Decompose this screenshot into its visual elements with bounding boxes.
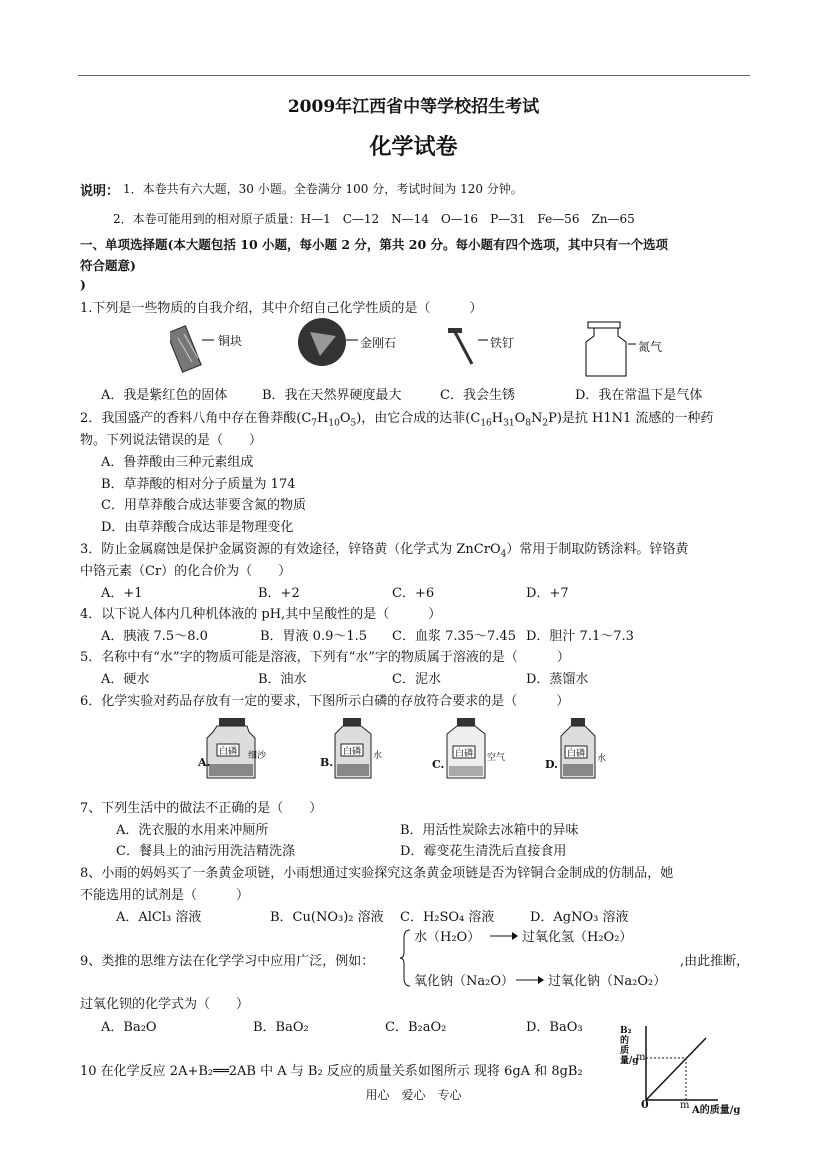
q5-option-b: B．油水 — [258, 672, 307, 687]
q4-option-c: C．血浆 7.35～7.45 — [392, 629, 516, 644]
q9-brace — [400, 928, 412, 988]
q6-letter-b: B. — [320, 756, 334, 769]
q6-jar-c-label: 白磷 — [455, 749, 474, 759]
q9-row2-right: 过氧化钠（Na₂O₂） — [548, 974, 667, 989]
section1-heading-3: ) — [80, 277, 86, 292]
q9-option-d: D．BaO₃ — [526, 1020, 583, 1035]
q1-label-diamond: 金刚石 — [360, 336, 397, 350]
q5-option-d: D．蒸馏水 — [526, 672, 589, 687]
q6-jar-d-label: 白磷 — [567, 749, 586, 759]
q1-label-nail: 铁钉 — [490, 336, 515, 350]
section1-heading: 一、单项选择题(本大题包括 10 小题，每小题 2 分，第共 20 分。每小题有四个选项，其中只有一个选项 — [80, 237, 669, 252]
q10-graph-ylabel: B₂的质量/g — [620, 1026, 639, 1066]
copper-block-image — [170, 326, 214, 372]
notes-line1: 1．本卷共有六大题，30 小题。全卷满分 100 分，考试时间为 120 分钟。 — [123, 182, 523, 196]
notes-label: 说明： — [80, 184, 120, 199]
q1-option-b: B．我在天然界硬度最大 — [262, 388, 402, 403]
q5-stem: 5．名称中有“水”字的物质可能是溶液，下列有“水”字的物质属于溶液的是（ ） — [80, 650, 570, 665]
q10-graph-m-x: m — [680, 1100, 690, 1111]
q1-stem: 1.下列是一些物质的自我介绍，其中介绍自己化学性质的是（ ） — [80, 301, 483, 316]
q9-arrow-2 — [516, 974, 544, 986]
q7-option-c: C．餐具上的油污用洗洁精洗涤 — [116, 844, 295, 859]
q7-stem: 7、下列生活中的做法不正确的是（ ） — [80, 801, 323, 816]
q2-option-c: C．用草莽酸合成达菲要含氮的物质 — [101, 498, 306, 513]
q10-graph-m-y: m — [636, 1052, 646, 1063]
q6-side-b: 水 — [373, 751, 383, 761]
q1-option-a: A．我是紫红色的固体 — [101, 388, 228, 403]
gas-bottle-image — [586, 322, 636, 376]
q1-option-d: D．我在常温下是气体 — [575, 388, 703, 403]
q9-row1-right: 过氧化氢（H₂O₂） — [522, 930, 633, 945]
iron-nail-image — [448, 328, 488, 364]
q7-option-b: B．用活性炭除去冰箱中的异味 — [400, 823, 579, 838]
q6-side-d: 水 — [597, 754, 607, 764]
q6-stem: 6．化学实验对药品存放有一定的要求，下图所示白磷的存放符合要求的是（ ） — [80, 694, 570, 709]
q10-graph-xlabel: A的质量/g — [692, 1105, 741, 1116]
q9-stem-start: 9、类推的思维方法在化学学习中应用广泛，例如： — [80, 954, 375, 969]
q9-option-a: A．Ba₂O — [101, 1020, 157, 1035]
q3-option-c: C．+6 — [392, 586, 435, 601]
q6-letter-c: C. — [432, 758, 445, 771]
q5-option-a: A．硬水 — [101, 672, 150, 687]
q8-stem-line1: 8、小雨的妈妈买了一条黄金项链，小雨想通过实验探究这条黄金项链是否为锌铜合金制成的仿制品，她 — [80, 866, 674, 881]
q5-option-c: C．泥水 — [392, 672, 441, 687]
q7-option-a: A．洗衣服的水用来冲厕所 — [116, 823, 269, 838]
q3-stem-line1: 3．防止金属腐蚀是保护金属资源的有效途径，锌铬黄（化学式为 ZnCrO$_4$）常用于制取防锈涂料。锌铬黄 — [80, 542, 689, 560]
q10-stem: 10 在化学反应 2A+B₂══2AB 中 A 与 B₂ 反应的质量关系如图所示 现将 6gA 和 8gB₂ — [80, 1064, 583, 1079]
q6-letter-a: A. — [198, 756, 211, 769]
q3-stem-line2: 中铬元素（Cr）的化合价为（ ） — [80, 564, 292, 579]
q1-option-c: C．我会生锈 — [440, 388, 515, 403]
notes-line2: 2．本卷可能用到的相对原子质量：H—1 C—12 N—14 O—16 P—31 Fe—56 Zn—65 — [113, 212, 635, 226]
q8-option-a: A．AlCl₃ 溶液 — [116, 910, 202, 925]
q1-figure — [170, 318, 670, 378]
q4-stem: 4．以下说人体内几种机体液的 pH,其中呈酸性的是（ ） — [80, 607, 442, 622]
q9-row1-left: 水（H₂O） — [414, 930, 481, 945]
q8-stem-line2: 不能选用的试剂是（ ） — [80, 888, 250, 903]
diamond-image — [298, 318, 358, 366]
top-rule — [78, 75, 750, 76]
q9-row2-left: 氧化钠（Na₂O） — [414, 974, 514, 989]
q8-option-d: D．AgNO₃ 溶液 — [530, 910, 629, 925]
q4-option-a: A．胰液 7.5～8.0 — [101, 629, 208, 644]
q6-side-a: 细沙 — [248, 751, 267, 761]
q3-option-b: B．+2 — [258, 586, 300, 601]
q2-option-b: B．草莽酸的相对分子质量为 174 — [101, 477, 296, 492]
q9-option-c: C．B₂aO₂ — [385, 1020, 447, 1035]
q9-stem-line2: 过氧化钡的化学式为（ ） — [80, 997, 250, 1012]
q6-side-c: 空气 — [487, 753, 506, 763]
q6-jar-b-label: 白磷 — [343, 747, 362, 757]
q10-graph-origin: 0 — [641, 1098, 649, 1111]
q3-option-d: D．+7 — [526, 586, 569, 601]
q7-option-d: D．霉变花生清洗后直接食用 — [400, 844, 567, 859]
page-footer: 用心 爱心 专心 — [365, 1088, 462, 1102]
q1-label-copper: 铜块 — [218, 334, 243, 348]
paper-title: 化学试卷 — [369, 134, 458, 160]
q8-option-c: C．H₂SO₄ 溶液 — [400, 910, 495, 925]
section1-heading-2: 符合题意) — [80, 258, 136, 273]
q6-letter-d: D. — [545, 758, 558, 771]
q2-option-a: A．鲁莽酸由三种元素组成 — [101, 455, 254, 470]
q9-stem-end: ,由此推断， — [680, 954, 750, 969]
q4-option-d: D．胆汁 7.1～7.3 — [526, 629, 634, 644]
q8-option-b: B．Cu(NO₃)₂ 溶液 — [270, 910, 384, 925]
q4-option-b: B．胃液 0.9～1.5 — [260, 629, 368, 644]
q9-arrow-1 — [490, 930, 518, 942]
q2-option-d: D．由草莽酸合成达菲是物理变化 — [101, 520, 294, 535]
exam-title: 2009年江西省中等学校招生考试 — [287, 97, 540, 117]
q2-stem-line1: 2．我国盛产的香料八角中存在鲁莽酸$(C_7H_{10}O_5)$，由它合成的达菲$(C_{16}H_{31}O_8N_2P)$是抗 H1N1 流感的一种药 — [80, 411, 714, 429]
q2-stem-line2: 物。下列说法错误的是（ ） — [80, 433, 263, 448]
q1-label-nitrogen: 氮气 — [638, 340, 663, 354]
q3-option-a: A．+1 — [101, 586, 143, 601]
q9-option-b: B．BaO₂ — [253, 1020, 309, 1035]
q6-jar-a-label: 白磷 — [219, 747, 238, 757]
